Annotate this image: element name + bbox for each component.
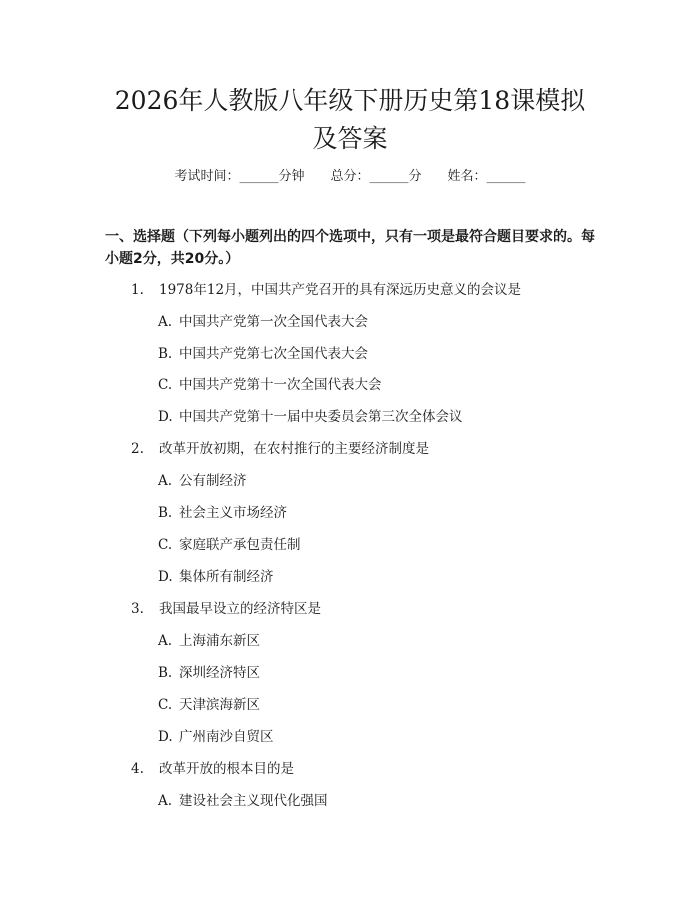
section-heading: 一、选择题（下列每小题列出的四个选项中，只有一项是最符合题目要求的。每小题2分，共20分。） [105, 229, 595, 267]
option-letter: A. [158, 793, 173, 809]
option-text: 广州南沙自贸区 [179, 729, 274, 745]
option-letter: D. [158, 409, 173, 425]
option-text: 社会主义市场经济 [179, 505, 287, 521]
question-number: 3. [131, 601, 144, 617]
question-text: 改革开放初期，在农村推行的主要经济制度是 [159, 441, 429, 457]
question-1-option-c [158, 376, 382, 394]
option-letter: D. [158, 729, 173, 745]
option-letter: A. [158, 314, 173, 330]
question-2-option-d [158, 568, 274, 586]
option-letter: D. [158, 569, 173, 585]
question-text: 改革开放的根本目的是 [159, 761, 294, 777]
option-text: 天津滨海新区 [179, 697, 260, 713]
question-text: 1978年12月，中国共产党召开的具有深远历史意义的会议是 [159, 282, 522, 298]
option-letter: A. [158, 473, 173, 489]
student-name-field: 姓名：______ [447, 169, 526, 184]
option-letter: A. [158, 633, 173, 649]
question-4 [131, 760, 294, 778]
option-text: 公有制经济 [179, 473, 247, 489]
question-3-option-b [158, 664, 260, 682]
title-line-2: 及答案 [312, 124, 388, 153]
option-letter: B. [158, 505, 173, 521]
question-number: 4. [131, 761, 144, 777]
option-text: 中国共产党第十一届中央委员会第三次全体会议 [179, 409, 463, 425]
total-score-field: 总分：______分 [330, 169, 422, 184]
question-number: 1. [131, 282, 144, 298]
question-text: 我国最早设立的经济特区是 [159, 601, 321, 617]
option-text: 中国共产党第十一次全国代表大会 [179, 377, 382, 393]
question-1-option-d [158, 408, 463, 426]
question-2-option-b [158, 504, 287, 522]
question-3 [131, 600, 321, 618]
question-number: 2. [131, 441, 144, 457]
question-1-option-a [158, 313, 368, 331]
option-letter: C. [158, 697, 173, 713]
document-title [60, 82, 640, 158]
question-2 [131, 440, 429, 458]
question-3-option-c [158, 696, 260, 714]
exam-time-field: 考试时间：______分钟 [174, 169, 305, 184]
question-4-option-a [158, 792, 328, 810]
question-2-option-a [158, 472, 247, 490]
title-line-1: 2026年人教版八年级下册历史第18课模拟 [114, 86, 586, 115]
option-text: 中国共产党第七次全国代表大会 [179, 346, 368, 362]
question-1 [131, 281, 521, 299]
option-text: 家庭联产承包责任制 [179, 537, 301, 553]
option-letter: B. [158, 346, 173, 362]
option-letter: B. [158, 665, 173, 681]
question-3-option-a [158, 632, 260, 650]
option-text: 中国共产党第一次全国代表大会 [179, 314, 368, 330]
question-3-option-d [158, 728, 274, 746]
option-text: 集体所有制经济 [179, 569, 274, 585]
option-text: 深圳经济特区 [179, 665, 260, 681]
option-letter: C. [158, 377, 173, 393]
question-2-option-c [158, 536, 301, 554]
option-text: 上海浦东新区 [179, 633, 260, 649]
exam-meta [0, 168, 700, 186]
question-1-option-b [158, 345, 368, 363]
option-letter: C. [158, 537, 173, 553]
option-text: 建设社会主义现代化强国 [179, 793, 328, 809]
